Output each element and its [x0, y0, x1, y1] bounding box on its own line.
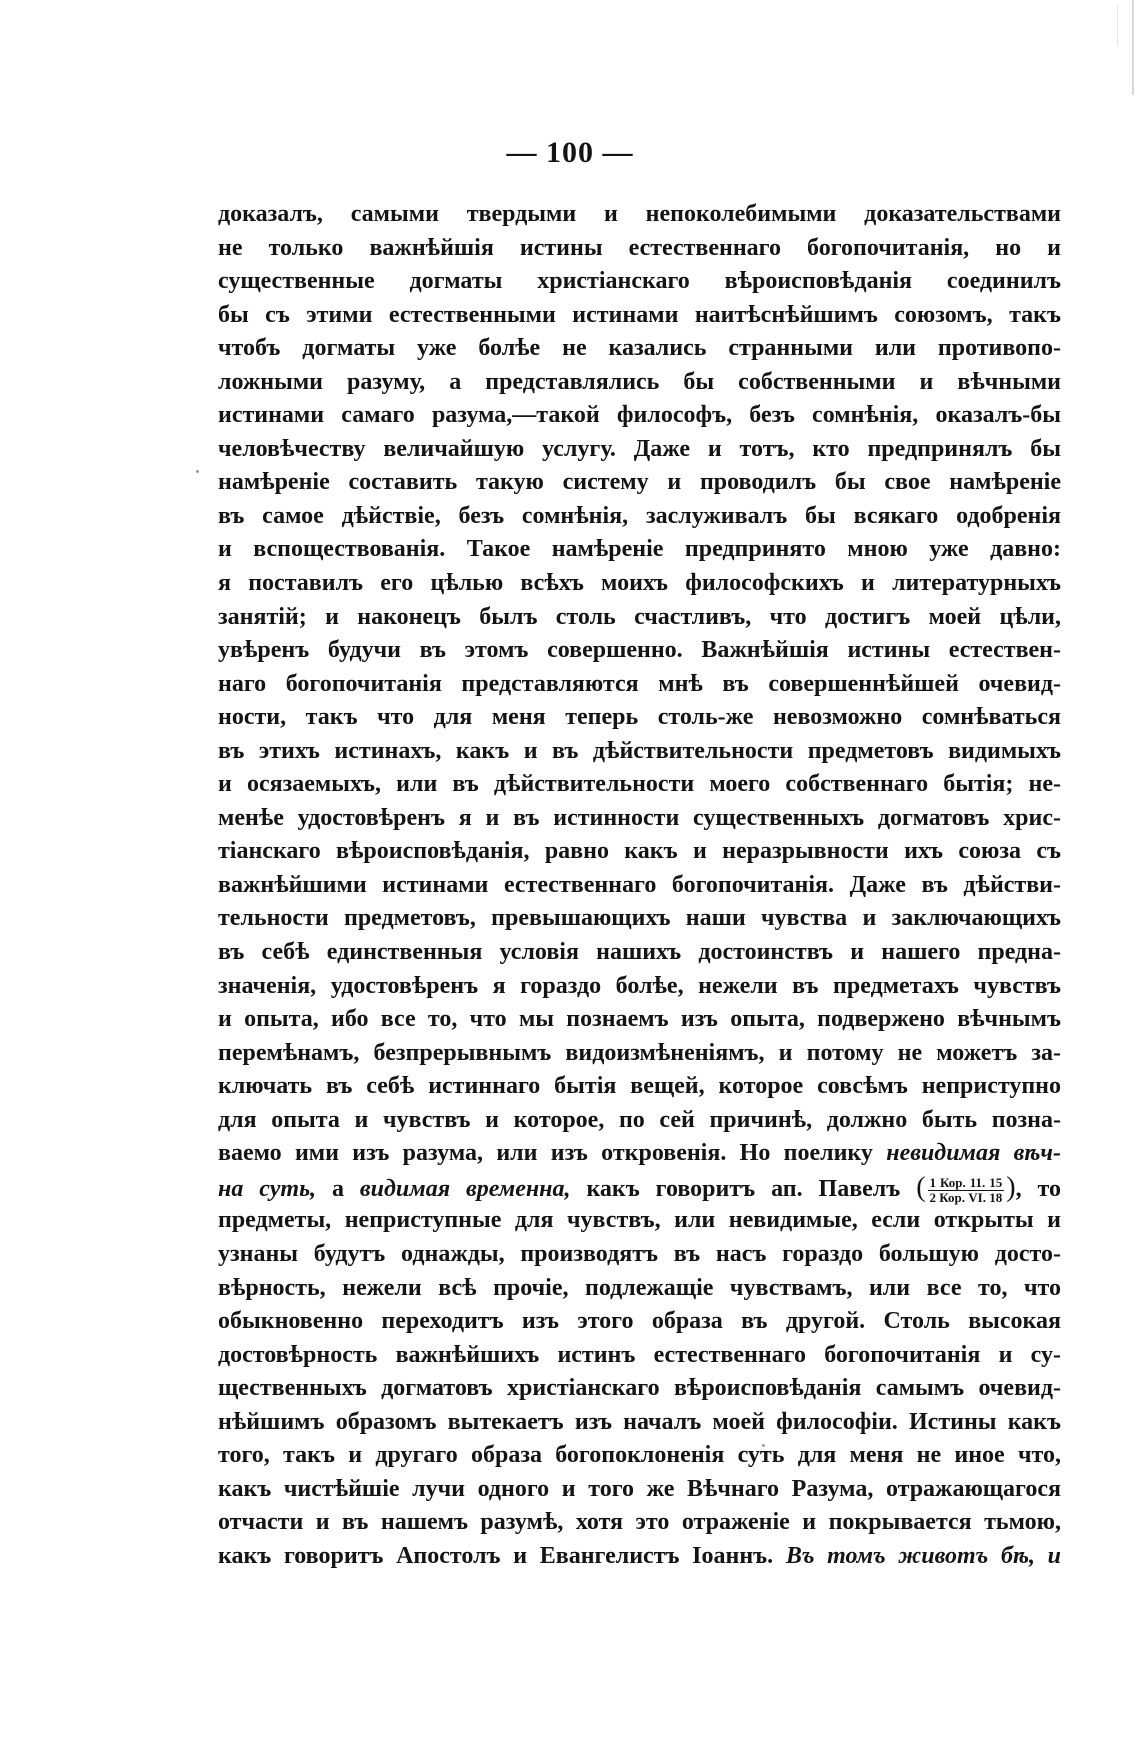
text-line: доказалъ, самыми твердыми и непоколебимыми доказательствами [218, 201, 1061, 227]
scripture-citation [928, 1176, 1005, 1205]
text-line: въ самое дѣйствіе, безъ сомнѣнія, заслуживалъ бы всякаго одобренія [218, 502, 1061, 529]
text-line: увѣренъ будучи въ этомъ совершенно. Важнѣйшія истины естествен- [218, 637, 1061, 664]
text-line: узнаны будутъ однажды, производятъ въ насъ гораздо большую досто- [218, 1240, 1061, 1267]
text-line: значенія, удостовѣренъ я гораздо болѣе, нежели въ предметахъ чувствъ [218, 972, 1061, 999]
text-run: какъ говоритъ ап. Павелъ [586, 1175, 901, 1202]
text-line: обыкновенно переходитъ изъ этого образа въ другой. Столь высокая [218, 1308, 1061, 1335]
text-line: наго богопочитанія представляются мнѣ въ совершеннѣйшей очевид- [218, 670, 1061, 697]
text-line: отчасти и въ нашемъ разумѣ, хотя это отраженіе и покрывается тьмою, [218, 1509, 1061, 1536]
citation-denominator: 2 Кор. VI. 18 [929, 1189, 1003, 1205]
text-run: то [1037, 1175, 1061, 1202]
text-line: для опыта и чувствъ и которое, по сей причинѣ, должно быть позна- [218, 1106, 1061, 1133]
paragraph-lines [218, 198, 1061, 1137]
text-line: тіанскаго вѣроисповѣданія, равно какъ и неразрывности ихъ союза съ [218, 838, 1061, 865]
emphasized-quote: Въ томъ животъ бѣ, и [785, 1542, 1061, 1569]
text-line: и вспоществованія. Такое намѣреніе предпринято мною уже давно: [218, 536, 1061, 563]
text-line: тельности предметовъ, превышающихъ наши чувства и заключающихъ [218, 905, 1061, 932]
scan-edge-mark-secondary [1117, 6, 1118, 46]
text-line-last [218, 1540, 1061, 1574]
text-line: того, такъ и другаго образа богопоклоненія суть для меня не иное что, [218, 1442, 1061, 1469]
text-line: существенные догматы христіанскаго вѣроисповѣданія соединилъ [218, 268, 1061, 295]
text-line: нѣйшимъ образомъ вытекаетъ изъ началъ моей философіи. Истины какъ [218, 1408, 1061, 1435]
body-text [218, 198, 1061, 1573]
text-line: щественныхъ догматовъ христіанскаго вѣроисповѣданія самымъ очевид- [218, 1375, 1061, 1402]
text-line: ключать въ себѣ истиннаго бытія вещей, которое совсѣмъ неприступно [218, 1073, 1061, 1100]
text-run: а [331, 1175, 344, 1202]
text-line: вѣрность, нежели всѣ прочіе, подлежащіе чувствамъ, или все то, что [218, 1274, 1061, 1301]
text-line: человѣчеству величайшую услугу. Даже и тотъ, кто предпринялъ бы [218, 435, 1061, 462]
citation-paren-close: ) [1006, 1171, 1016, 1203]
text-line: какъ чистѣйшіе лучи одного и того же Вѣчнаго Разума, отражающагося [218, 1475, 1061, 1502]
text-line: я поставилъ его цѣлью всѣхъ моихъ философскихъ и литературныхъ [218, 570, 1061, 597]
citation-paren-open: ( [916, 1171, 926, 1203]
text-line: ложными разуму, а представлялись бы собственными и вѣчными [218, 368, 1061, 395]
text-line: предметы, неприступные для чувствъ, или невидимые, если открыты и [218, 1207, 1061, 1234]
text-line: чтобъ догматы уже болѣе не казались странными или противопо- [218, 335, 1061, 362]
text-line: и осязаемыхъ, или въ дѣйствительности моего собственнаго бытія; не- [218, 771, 1061, 798]
text-line: не только важнѣйшія истины естественнаго богопочитанія, но и [218, 234, 1061, 261]
text-line: истинами самаго разума,—такой философъ, безъ сомнѣнія, оказалъ-бы [218, 402, 1061, 429]
text-line: въ этихъ истинахъ, какъ и въ дѣйствительности предметовъ видимыхъ [218, 737, 1061, 764]
citation-numerator: 1 Кор. 11. 15 [929, 1174, 1003, 1190]
text-line: менѣе удостовѣренъ я и въ истинности существенныхъ догматовъ хрис- [218, 804, 1061, 831]
paragraph-lines-continued [218, 1204, 1061, 1539]
emphasized-quote: на суть, [218, 1175, 317, 1202]
text-line: ности, такъ что для меня теперь столь-же невозможно сомнѣваться [218, 704, 1061, 731]
text-line: въ себѣ единственныя условія нашихъ достоинствъ и нашего предна- [218, 939, 1061, 966]
page-number: — 100 — [506, 136, 634, 169]
emphasized-quote: видимая временна, [359, 1175, 571, 1202]
text-line: и опыта, ибо все то, что мы познаемъ изъ опыта, подвержено вѣчнымъ [218, 1006, 1061, 1033]
scan-speck [196, 470, 199, 473]
emphasized-quote: невидимая вѣч- [886, 1140, 1062, 1167]
text-run: ваемо ими изъ разума, или изъ откровенія. Но поелику [218, 1140, 873, 1167]
text-line: достовѣрность важнѣйшихъ истинъ естественнаго богопочитанія и су- [218, 1341, 1061, 1368]
text-line: перемѣнамъ, безпрерывнымъ видоизмѣненіямъ, и потому не можетъ за- [218, 1039, 1061, 1066]
text-run: какъ говоритъ Апостолъ и Евангелистъ Іоаннъ. [218, 1542, 774, 1569]
text-line: важнѣйшими истинами естественнаго богопочитанія. Даже въ дѣйстви- [218, 871, 1061, 898]
text-line: намѣреніе составить такую систему и проводилъ бы свое намѣреніе [218, 469, 1061, 496]
text-line: бы съ этими естественными истинами наитѣснѣйшимъ союзомъ, такъ [218, 301, 1061, 328]
text-line-with-citation: на суть, а видимая временна, какъ говоритъ ап. Павелъ ( $\frac{\text{1 Кор. 11. 15}}{\text{2 Кор. VI. 18}}$ ), то [218, 1171, 1061, 1205]
text-line: занятій; и наконецъ былъ столь счастливъ, что достигъ моей цѣли, [218, 603, 1061, 630]
scan-edge-mark [1132, 0, 1134, 95]
text-line [218, 1137, 1061, 1171]
